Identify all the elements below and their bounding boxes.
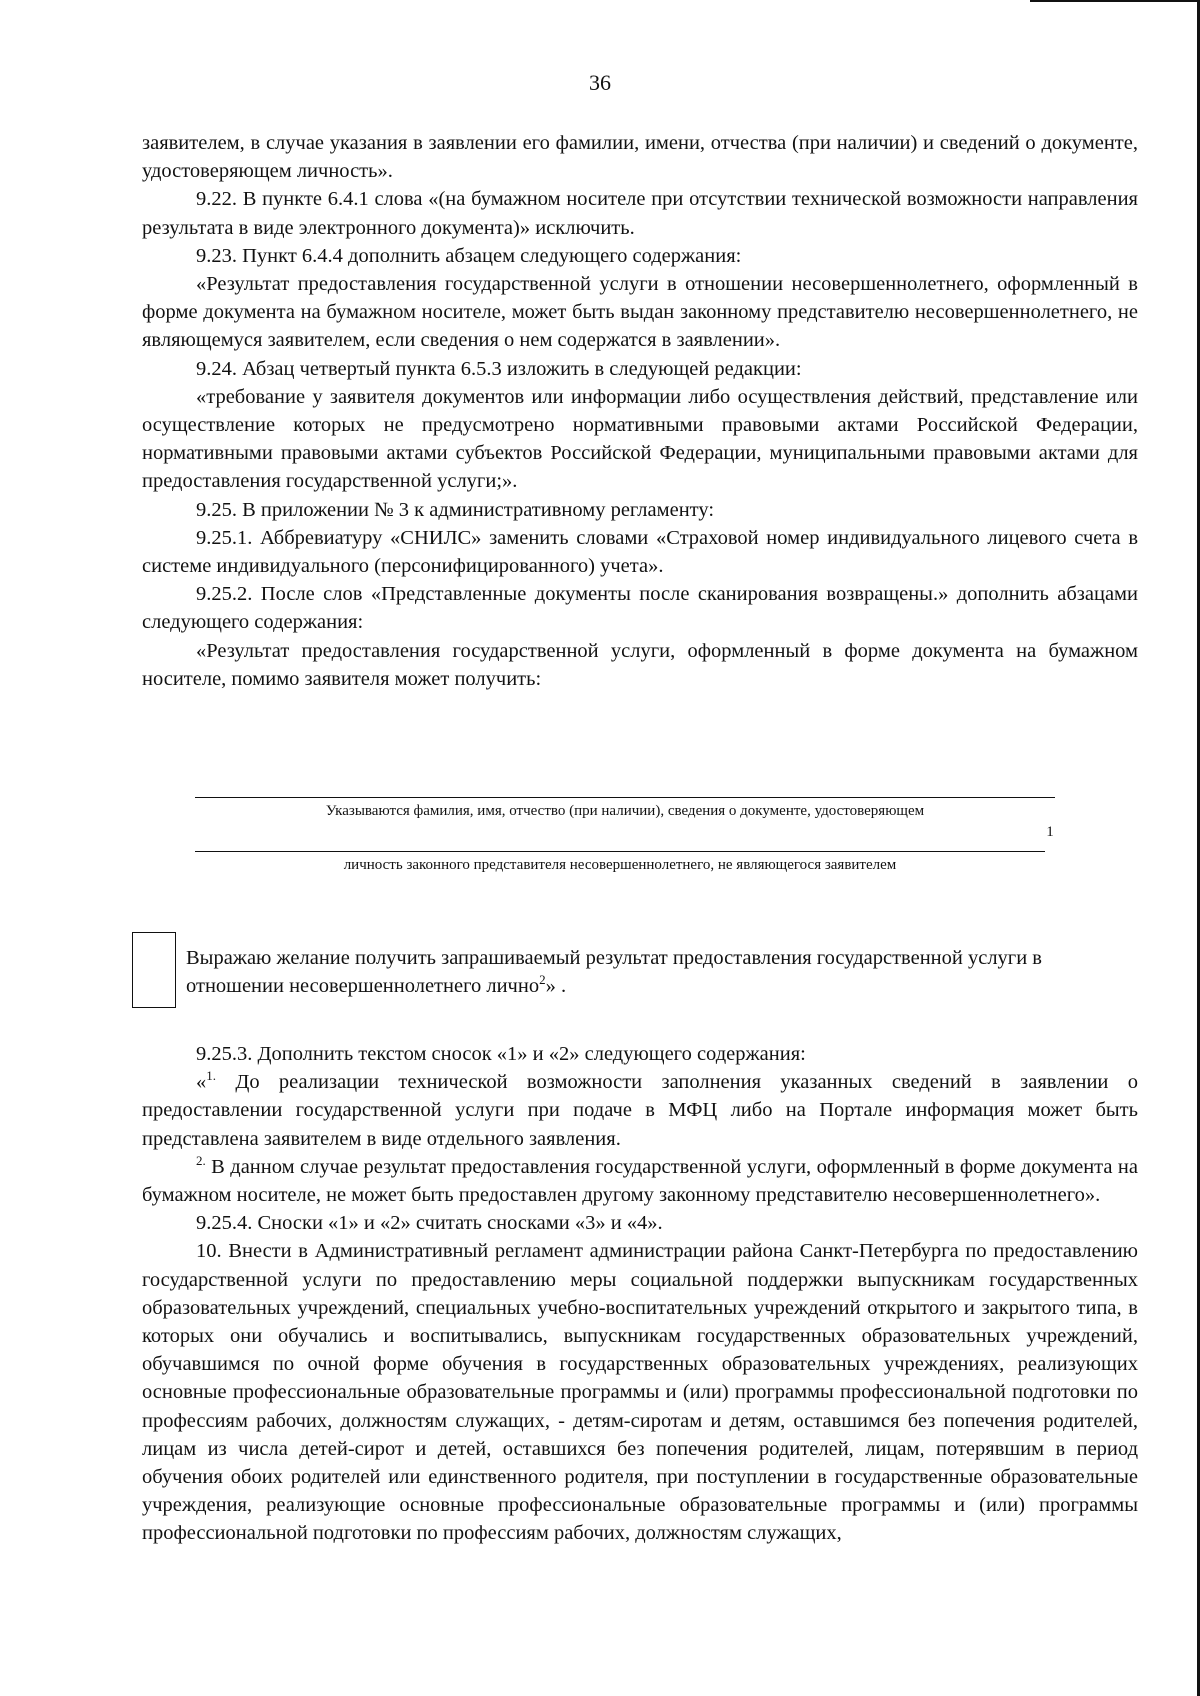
paragraph: 9.24. Абзац четвертый пункта 6.5.3 изложить в следующей редакции:: [196, 357, 802, 380]
paragraph: «Результат предоставления государственной услуги, оформленный в форме документа на бумажном носителе, помимо заявителя может получить:: [142, 639, 1138, 690]
paragraph: 9.25.3. Дополнить текстом сносок «1» и «2» следующего содержания:: [196, 1043, 806, 1065]
personal-receipt-checkbox[interactable]: [132, 932, 176, 1008]
checkbox-end: » .: [545, 975, 567, 998]
paragraph: 10. Внести в Административный регламент администрации района Санкт-Петербурга по предоставлению государственной услуги по предоставлению меры социальной поддержки выпускникам государственных образовательных учреждений, специальных учебно-воспитательных учреждений открытого и закрытого типа, в которых они обучались и воспитывались, выпускникам государственных образовательных учреждений, обучавшимся по очной форме обучения в государственных образовательных учреждениях, реализующих основные профессиональные образовательные программы и (или) программы профессиональной подготовки по профессиям рабочих, должностям служащих, - детям-сиротам и детям, оставшимся без попечения родителей, лицам из числа детей-сирот и детей, оставшихся без попечения родителей, лицам, потерявшим в период обучения обоих родителей или единственного родителя, при поступлении в государственные образовательные учреждения, реализующие основные профессиональные образовательные программы и (или) программы профессиональной подготовки по профессиям рабочих, должностям служащих,: [142, 1240, 1138, 1545]
footnote-mark: 1: [1046, 824, 1054, 840]
paragraph: 9.25.2. После слов «Представленные документы после сканирования возвращены.» дополнить абзацами следующего содержания:: [142, 583, 1138, 634]
document-body-bottom: [142, 1040, 1138, 1548]
footnote-sup: 2.: [196, 1152, 206, 1168]
paragraph: 9.25. В приложении № 3 к административному регламенту:: [196, 498, 715, 521]
paragraph: заявителем, в случае указания в заявлении его фамилии, имени, отчества (при наличии) и сведений о документе, удостоверяющем личность».: [142, 132, 1138, 183]
paragraph: $^{2.}$ В данном случае результат предоставления государственной услуги, оформленный в форме документа на бумажном носителе, не может быть предоставлен другому законному представителю несовершеннолетнего».: [142, 1152, 1138, 1207]
paragraph: «$^{1.}$ До реализации технической возможности заполнения указанных сведений в заявлении о предоставлении государственной услуги при подаче в МФЦ либо на Портале информация может быть представлена заявителем в виде отдельного заявления.: [142, 1068, 1138, 1150]
form-caption-1: Указываются фамилия, имя, отчество (при наличии), сведения о документе, удостоверяющем: [325, 803, 925, 819]
checkbox-text: Выражаю желание получить запрашиваемый результат предоставления государственной услуги в отношении несовершеннолетнего лично: [186, 947, 1042, 998]
paragraph: 9.23. Пункт 6.4.4 дополнить абзацем следующего содержания:: [196, 244, 742, 267]
form-caption-2: личность законного представителя несовершеннолетнего, не являющегося заявителем: [343, 857, 897, 873]
paragraph: «Результат предоставления государственной услуги в отношении несовершеннолетнего, оформленный в форме документа на бумажном носителе, может быть выдан законному представителю несовершеннолетнего, не являющемуся заявителем, если сведения о нем содержатся в заявлении».: [142, 273, 1138, 352]
document-body-top: [142, 129, 1138, 693]
checkbox-label: [186, 944, 1042, 1000]
footnote-sup: 2: [539, 972, 546, 988]
page-number: 36: [589, 70, 611, 95]
form-line-2[interactable]: [195, 851, 1045, 852]
paragraph: 9.25.1. Аббревиатуру «СНИЛС» заменить словами «Страховой номер индивидуального лицевого счета в системе индивидуального (персонифицированного) учета».: [142, 526, 1138, 578]
paragraph: «требование у заявителя документов или информации либо осуществления действий, представление или осуществление которых не предусмотрено нормативными правовыми актами Российской Федерации, нормативными правовыми актами субъектов Российской Федерации, муниципальными правовыми актами для предоставления государственной услуги;».: [142, 385, 1138, 493]
footnote-sup: 1.: [206, 1068, 216, 1084]
paragraph: 9.25.4. Сноски «1» и «2» считать сносками «3» и «4».: [196, 1212, 663, 1235]
form-line-1[interactable]: [195, 797, 1055, 798]
scan-edge-top: [1030, 0, 1200, 2]
paragraph: 9.22. В пункте 6.4.1 слова «(на бумажном носителе при отсутствии технической возможности направления результата в виде электронного документа)» исключить.: [142, 188, 1138, 239]
